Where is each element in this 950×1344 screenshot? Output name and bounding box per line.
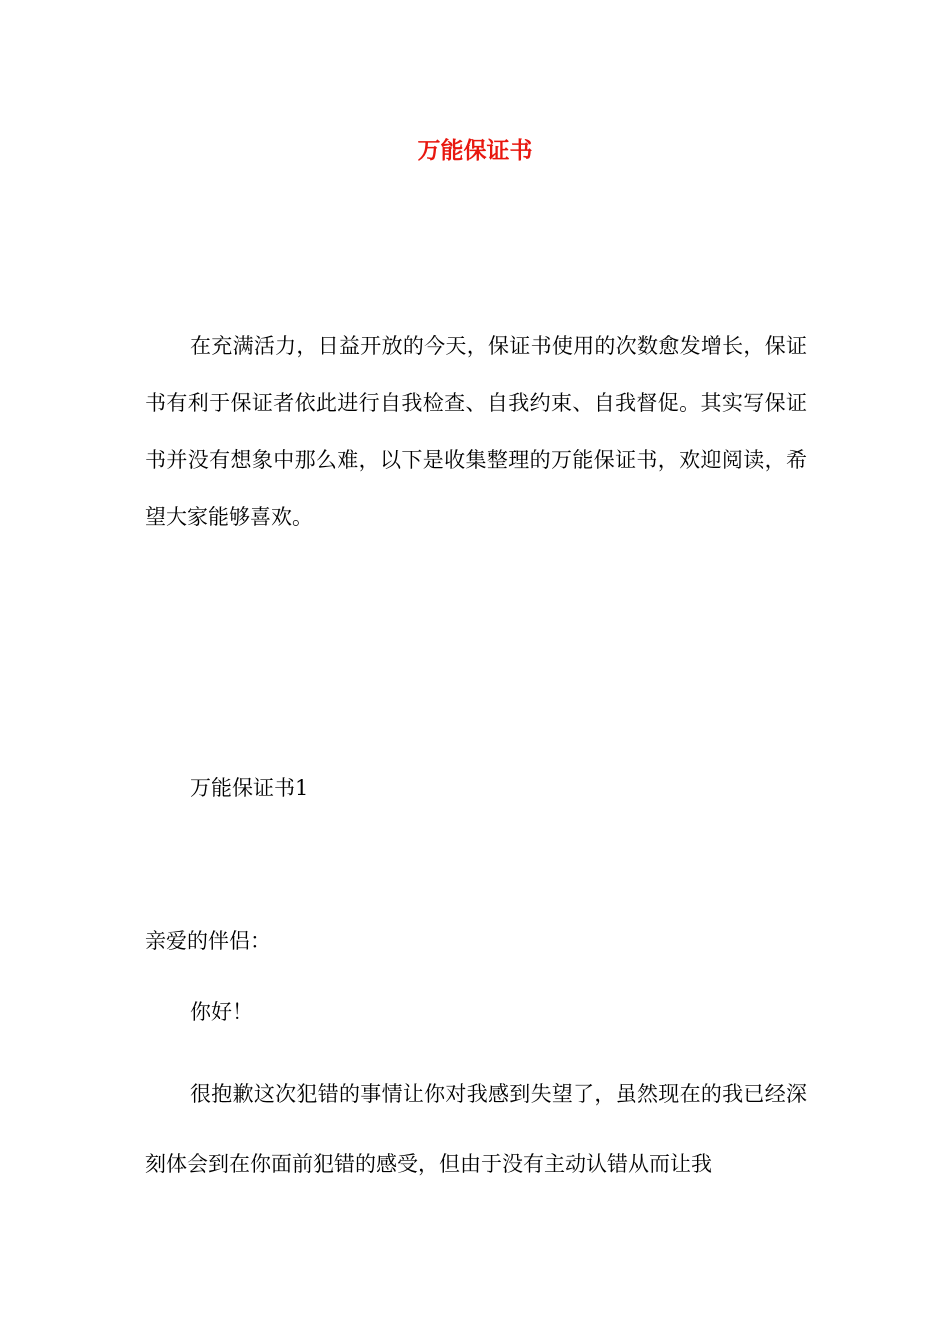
document-title: 万能保证书 bbox=[417, 137, 533, 164]
salutation: 亲爱的伴侣： bbox=[145, 929, 271, 953]
body-paragraph: 很抱歉这次犯错的事情让你对我感到失望了，虽然现在的我已经深刻体会到在你面前犯错的感受，但由于没有主动认错从而让我 bbox=[145, 1082, 807, 1176]
intro-paragraph: 在充满活力，日益开放的今天，保证书使用的次数愈发增长，保证书有利于保证者依此进行自我检查、自我约束、自我督促。其实写保证书并没有想象中那么难，以下是收集整理的万能保证书，欢迎阅读，希望大家能够喜欢。 bbox=[145, 334, 807, 529]
greeting: 你好！ bbox=[190, 1000, 253, 1024]
section-heading: 万能保证书1 bbox=[190, 776, 309, 800]
